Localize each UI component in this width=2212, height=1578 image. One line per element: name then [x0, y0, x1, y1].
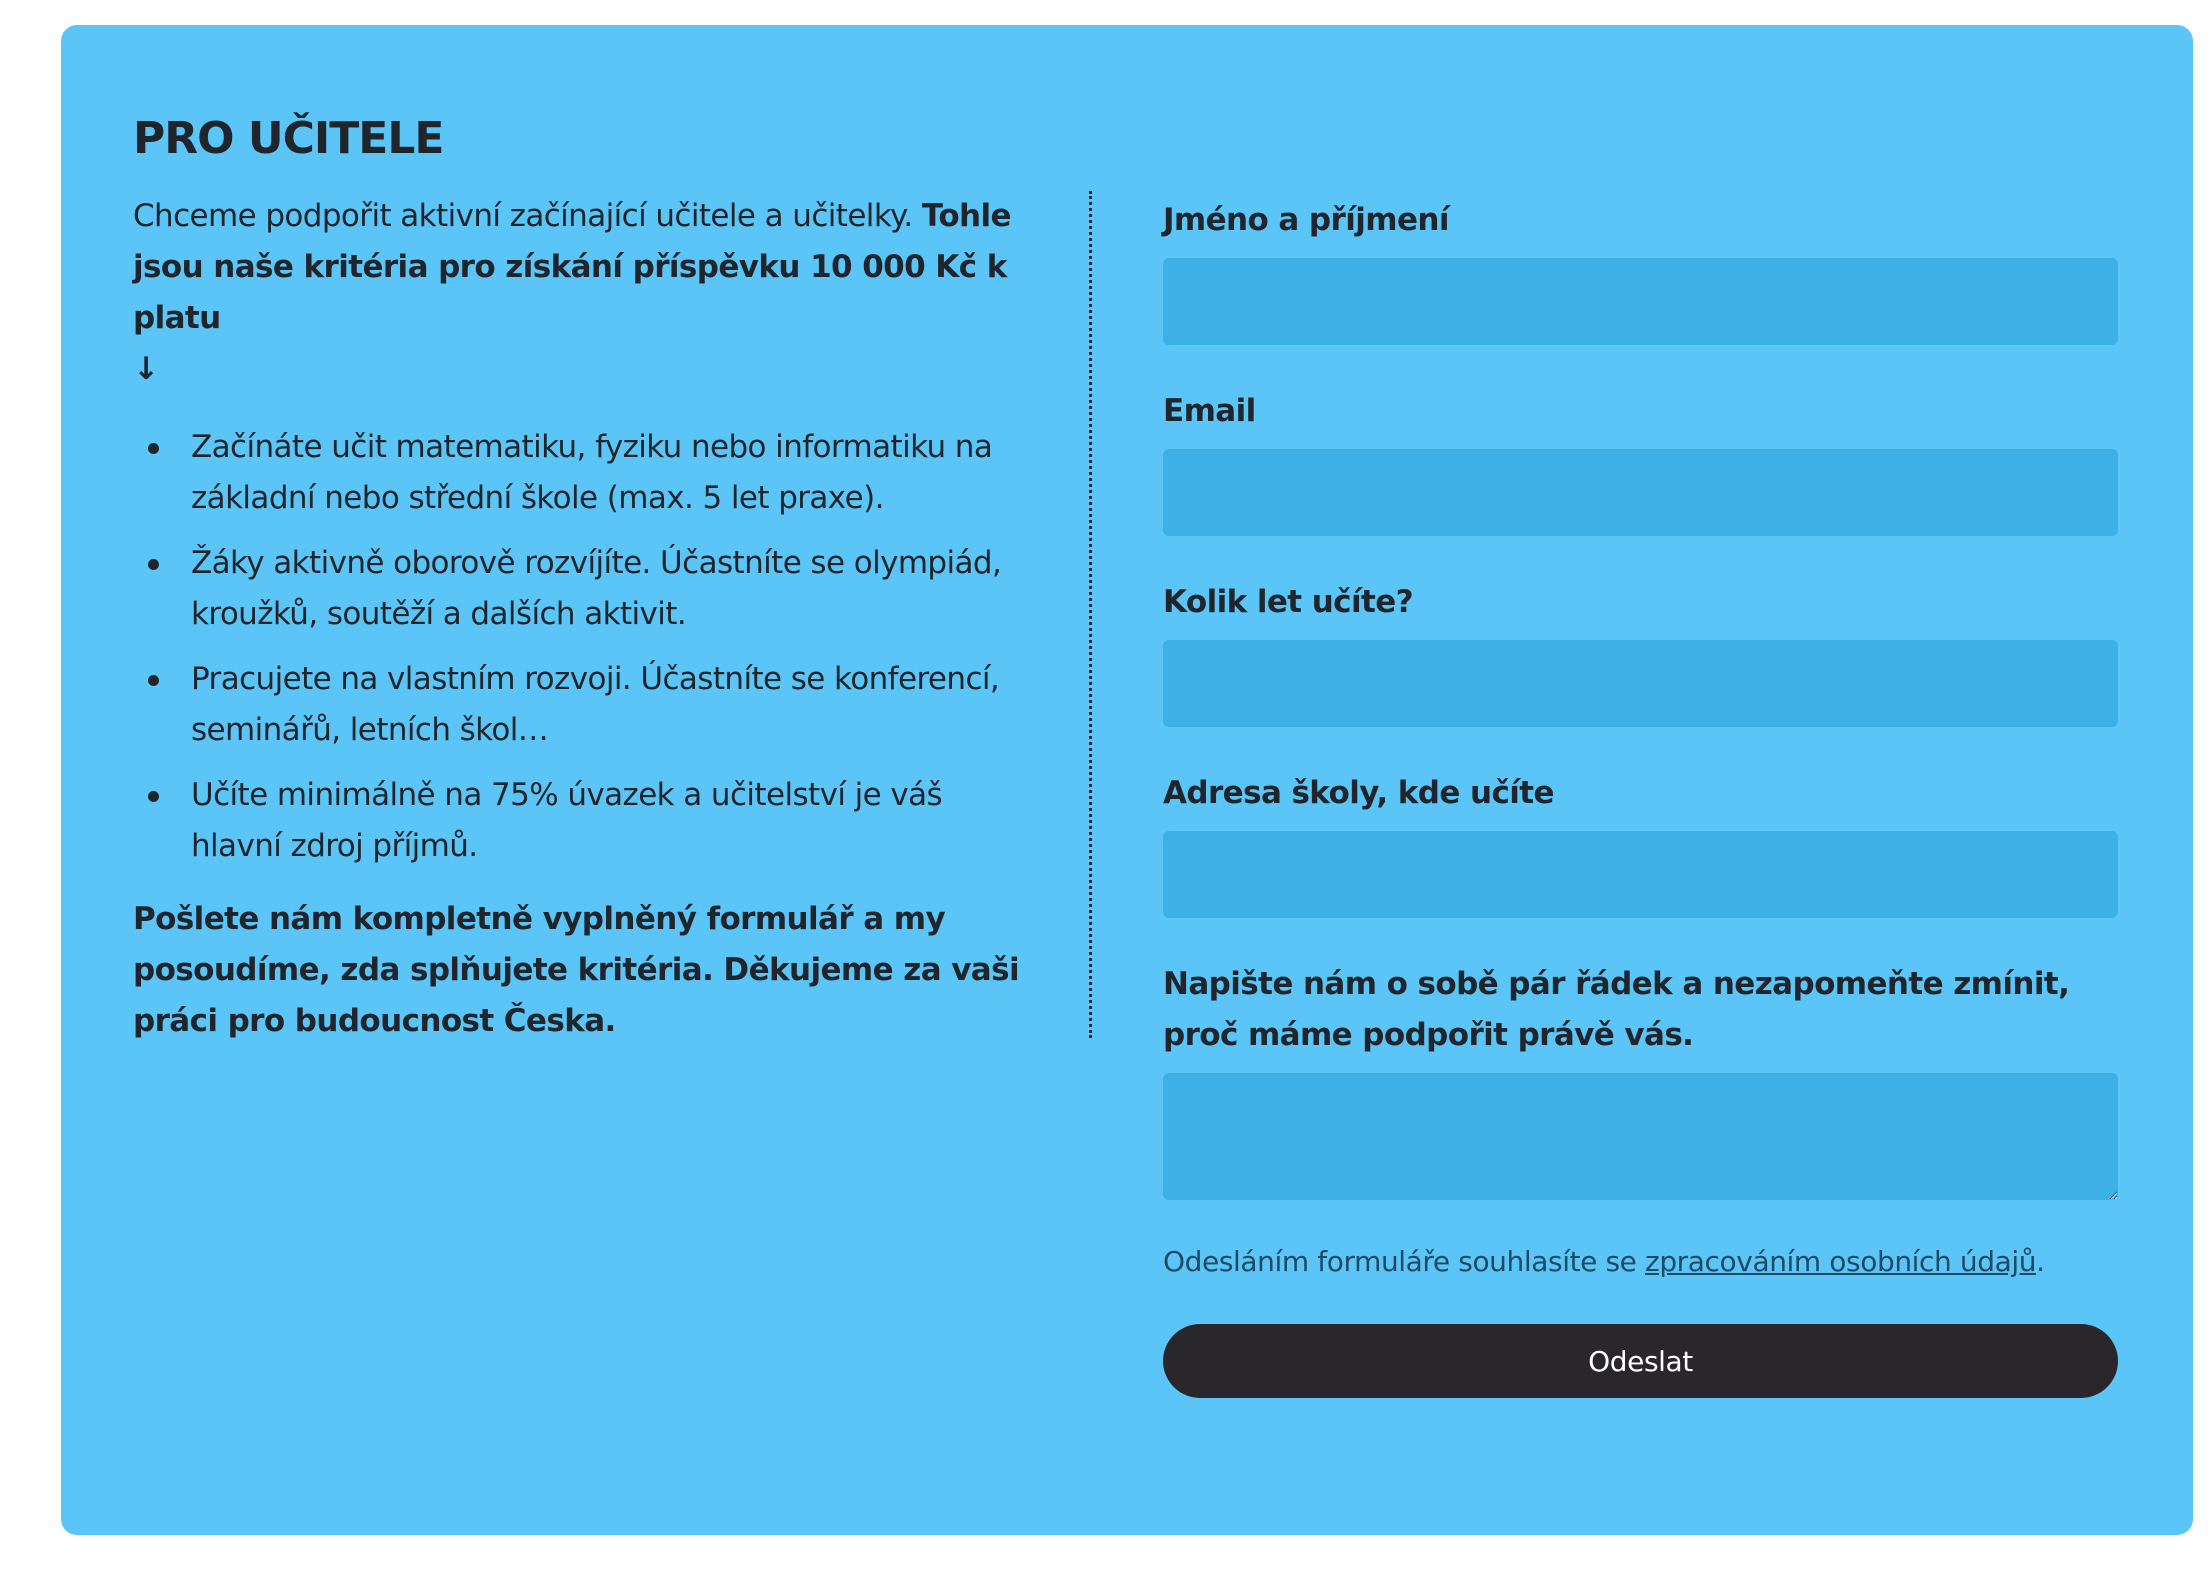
criteria-item: Začínáte učit matematiku, fyziku nebo informatiku na základní nebo střední škole (max. 5 let praxe). [191, 422, 1033, 524]
criteria-item: Pracujete na vlastním rozvoji. Účastníte se konferencí, seminářů, letních škol… [191, 654, 1033, 756]
column-divider [1089, 191, 1092, 1038]
school-address-input[interactable] [1163, 831, 2118, 918]
email-input[interactable] [1163, 449, 2118, 536]
years-field-group [1163, 577, 2118, 727]
name-field-group [1163, 195, 2118, 345]
message-textarea[interactable] [1163, 1073, 2118, 1200]
email-label: Email [1163, 393, 1256, 429]
criteria-list [133, 422, 1033, 872]
intro-bold-text: Tohle jsou naše kritéria pro získání příspěvku 10 000 Kč k platu [133, 198, 1011, 336]
school-address-label: Adresa školy, kde učíte [1163, 775, 1554, 811]
message-label: Napište nám o sobě pár řádek a nezapomeňte zmínit, proč máme podpořit právě vás. [1163, 966, 2070, 1053]
section-title: PRO UČITELE [133, 113, 444, 164]
school-field-group [1163, 768, 2118, 918]
arrow-down-icon: ↓ [133, 351, 159, 387]
message-field-group [1163, 959, 2118, 1200]
name-label: Jméno a příjmení [1163, 202, 1449, 238]
consent-text: Odesláním formuláře souhlasíte se [1163, 1245, 1637, 1278]
closing-paragraph: Pošlete nám kompletně vyplněný formulář a my posoudíme, zda splňujete kritéria. Děkujeme za vaši práci pro budoucnost Česka. [133, 901, 1020, 1039]
intro-text: Chceme podpořit aktivní začínající učitele a učitelky. [133, 198, 913, 234]
criteria-item: Učíte minimálně na 75% úvazek a učitelství je váš hlavní zdroj příjmů. [191, 770, 1033, 872]
years-input[interactable] [1163, 640, 2118, 727]
consent-notice [1163, 1242, 2118, 1282]
intro-paragraph [133, 191, 1033, 395]
teacher-section-card [61, 25, 2193, 1535]
application-form [1163, 195, 2118, 1398]
email-field-group [1163, 386, 2118, 536]
consent-end: . [2036, 1245, 2045, 1278]
name-input[interactable] [1163, 258, 2118, 345]
privacy-policy-link[interactable]: zpracováním osobních údajů [1645, 1245, 2037, 1278]
criteria-column [133, 191, 1033, 1047]
submit-button[interactable]: Odeslat [1163, 1324, 2118, 1398]
years-label: Kolik let učíte? [1163, 584, 1413, 620]
criteria-item: Žáky aktivně oborově rozvíjíte. Účastníte se olympiád, kroužků, soutěží a dalších aktivit. [191, 538, 1033, 640]
